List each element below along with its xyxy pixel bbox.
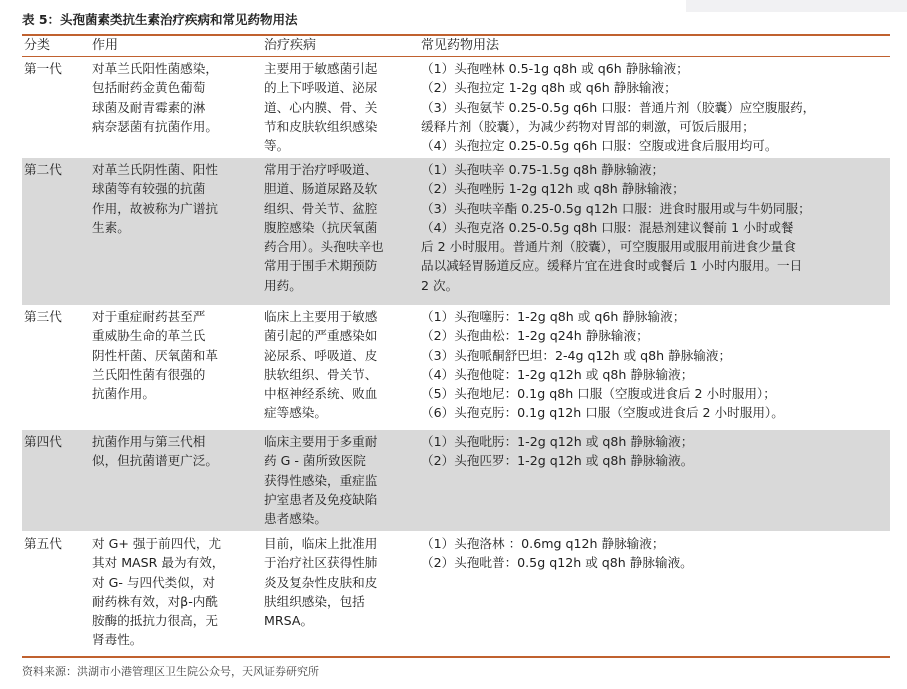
cell-effect: 抗菌作用与第三代相 似，但抗菌谱更广泛。 xyxy=(92,434,218,469)
header-category: 分类 xyxy=(24,38,51,53)
cell-category: 第二代 xyxy=(24,162,62,177)
cell-effect: 对 G+ 强于前四代，尤 其对 MASR 最为有效， 对 G- 与四代类似，对 耐药株有效，对β-内酰 胺酶的抵抗力很高，无 肾毒性。 xyxy=(92,536,225,648)
table-title: 表 5：头孢菌素类抗生素治疗疾病和常见药物用法 xyxy=(22,12,298,27)
cell-disease: 临床上主要用于敏感 菌引起的严重感染如 泌尿系、呼吸道、皮 肤软组织、骨关节、 中枢神经系统、败血 症等感染。 xyxy=(264,309,378,421)
table-row xyxy=(22,305,890,430)
cell-usage: （1）头孢洛林 ：0.6mg q12h 静脉输液； （2）头孢吡普：0.5g q12h 或 q8h 静脉输液。 xyxy=(421,536,693,571)
cell-effect: 对革兰氏阳性菌感染， 包括耐药金黄色葡萄 球菌及耐青霉素的淋 病奈瑟菌有抗菌作用。 xyxy=(92,61,218,134)
cell-disease: 目前，临床上批准用 于治疗社区获得性肺 炎及复杂性皮肤和皮 肤组织感染，包括 MRSA。 xyxy=(264,536,378,629)
table-row xyxy=(22,430,890,531)
cell-disease: 主要用于敏感菌引起 的上下呼吸道、泌尿 道、心内膜、骨、关 节和皮肤软组织感染 等。 xyxy=(264,61,378,154)
cell-category: 第五代 xyxy=(24,536,62,551)
cell-effect: 对革兰氏阴性菌、阳性 球菌等有较强的抗菌 作用，故被称为广谱抗 生素。 xyxy=(92,162,218,235)
cell-disease: 常用于治疗呼吸道、 胆道、肠道尿路及软 组织、骨关节、盆腔 腹腔感染（抗厌氧菌 药合用）。头孢呋辛也 常用于围手术期预防 用药。 xyxy=(264,162,384,293)
cell-category: 第三代 xyxy=(24,309,62,324)
cell-usage: （1）头孢吡肟：1-2g q12h 或 q8h 静脉输液； （2）头孢匹罗：1-2g q12h 或 q8h 静脉输液。 xyxy=(421,434,694,469)
cell-category: 第一代 xyxy=(24,61,62,76)
header-disease: 治疗疾病 xyxy=(264,38,317,53)
table-bottom-rule xyxy=(22,656,890,658)
source-note: 资料来源：洪湖市小港管理区卫生院公众号，天风证券研究所 xyxy=(22,665,319,678)
cell-usage: （1）头孢噻肟：1-2g q8h 或 q6h 静脉输液； （2）头孢曲松：1-2g q24h 静脉输液； （3）头孢哌酮舒巴坦：2-4g q12h 或 q8h 静脉输液； （4）头孢他啶：1-2g q12h 或 q8h 静脉输液； （5）头孢地尼：0.1g q8h 口服（空腹或进食后 2 小时服用）； （6）头孢克肟：0.1g q12h 口服（空腹或进食后 2 小时服用）。 xyxy=(421,309,784,421)
cell-usage: （1）头孢呋辛 0.75-1.5g q8h 静脉输液； （2）头孢唑肟 1-2g q12h 或 q8h 静脉输液； （3）头孢呋辛酯 0.25-0.5g q12h 口服：进食时服用或与牛奶同服； （4）头孢克洛 0.25-0.5g q8h 口服：混悬剂建议餐前 1 小时或餐 后 2 小时服用。普通片剂（胶囊），可空腹服用或服用前进食少量食 品以减轻胃肠道反应。缓释片宜在进食时或餐后 1 小时内服用。一日 2 次。 xyxy=(421,162,811,293)
title-shade xyxy=(686,0,907,12)
header-effect: 作用 xyxy=(92,38,119,53)
cell-disease: 临床主要用于多重耐 药 G - 菌所致医院 获得性感染，重症监 护室患者及免疫缺陷 患者感染。 xyxy=(264,434,378,527)
table-header xyxy=(0,36,907,56)
cell-usage: （1）头孢唑林 0.5-1g q8h 或 q6h 静脉输液； （2）头孢拉定 1-2g q8h 或 q6h 静脉输液； （3）头孢氨苄 0.25-0.5g q6h 口服：普通片剂（胶囊）应空腹服药， 缓释片剂（胶囊），为减少药物对胃部的刺激，可饭后服用； （4）头孢拉定 0.25-0.5g q6h 口服：空腹或进食后服用均可。 xyxy=(421,61,816,154)
cell-category: 第四代 xyxy=(24,434,62,449)
cell-effect: 对于重症耐药甚至严 重威胁生命的革兰氏 阴性杆菌、厌氧菌和革 兰氏阳性菌有很强的 抗菌作用。 xyxy=(92,309,218,402)
header-usage: 常见药物用法 xyxy=(421,38,500,53)
table-row xyxy=(22,158,890,305)
table-row xyxy=(22,57,890,158)
table-row xyxy=(22,532,890,656)
